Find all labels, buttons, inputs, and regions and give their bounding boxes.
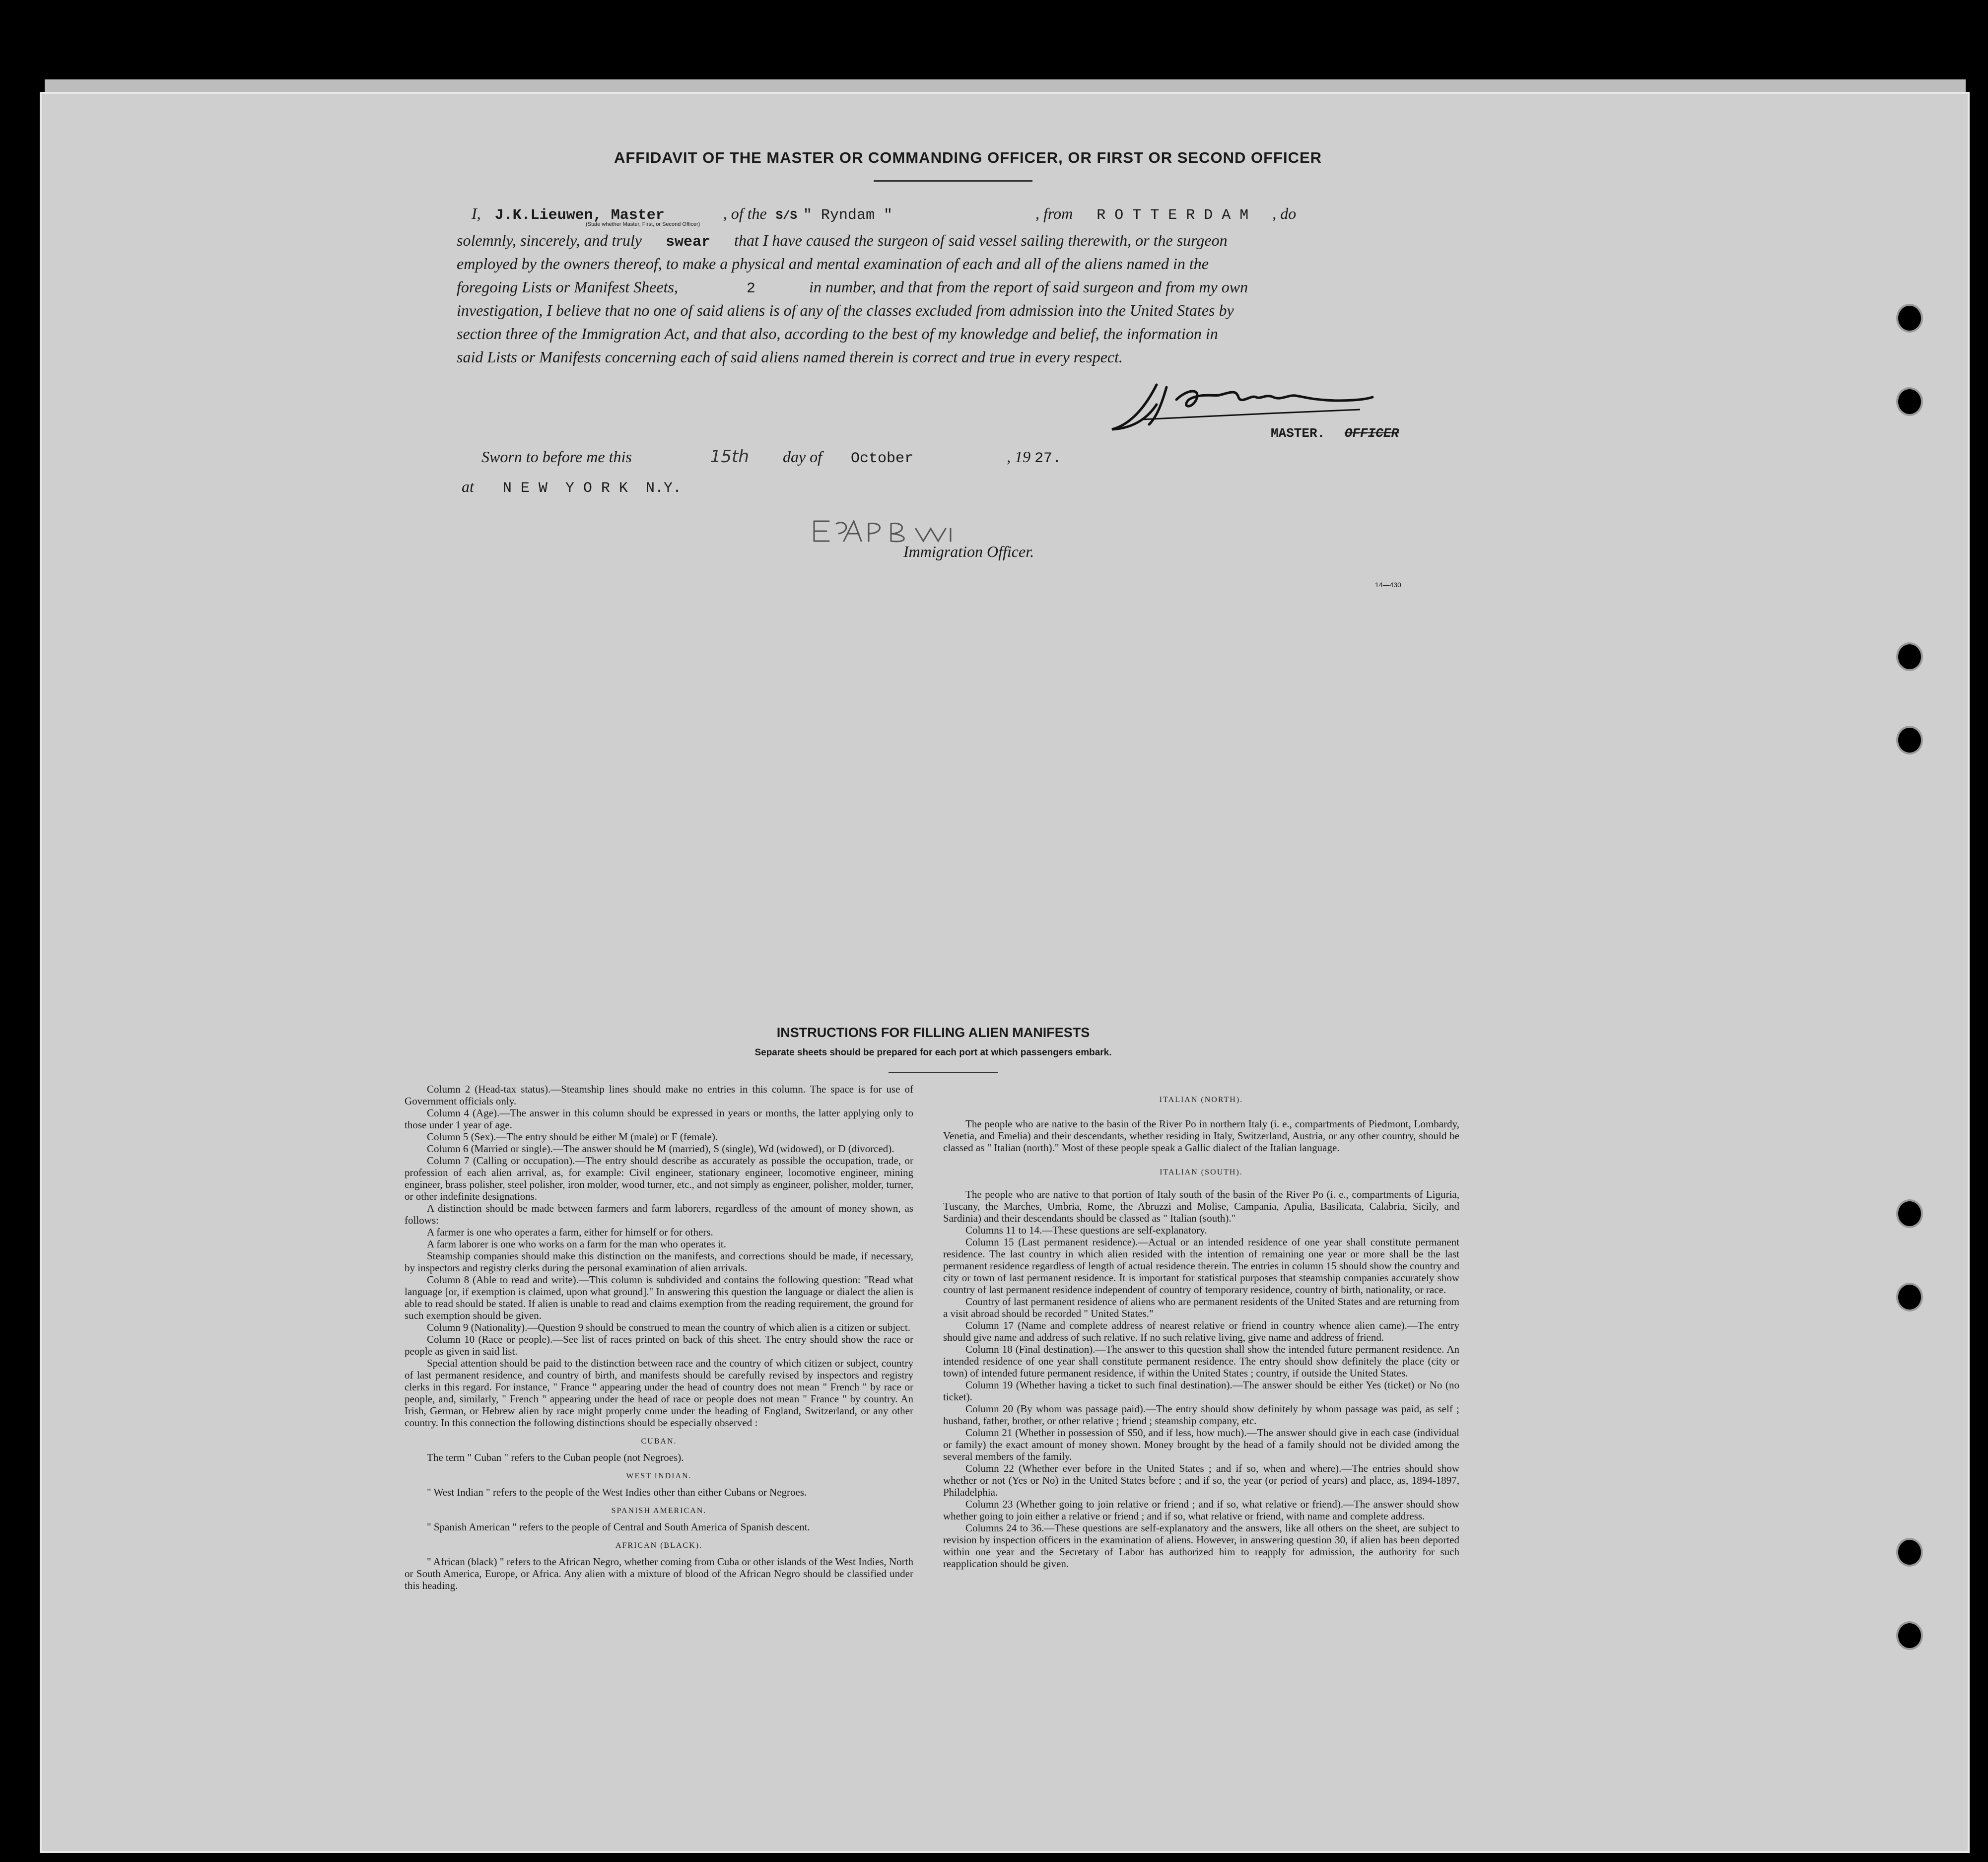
year-value: 27. bbox=[1034, 450, 1062, 467]
day-of-label: day of bbox=[782, 448, 823, 466]
instructions-right-column bbox=[943, 1087, 1459, 1570]
of-the-label: , of the bbox=[723, 205, 767, 222]
affidavit-line-6: section three of the Immigration Act, and that also, according to the best of my knowledge and belief, the information in bbox=[457, 325, 1218, 343]
left-paragraph: Column 9 (Nationality).—Question 9 should be construed to mean the country of which alien is a citizen or subject. bbox=[427, 1321, 910, 1333]
cuban-text: The term " Cuban " refers to the Cuban people (not Negroes). bbox=[427, 1451, 684, 1463]
title-master: MASTER. bbox=[1271, 426, 1325, 441]
place-line bbox=[462, 478, 682, 497]
left-paragraph: Column 6 (Married or single).—The answer should be M (married), S (single), Wd (widowed), or D (divorced). bbox=[427, 1143, 894, 1155]
west-indian-heading: WEST INDIAN. bbox=[626, 1472, 692, 1480]
title-rule bbox=[874, 180, 1032, 182]
month-value: October bbox=[851, 450, 914, 467]
punch-hole-8 bbox=[1896, 1621, 1923, 1650]
spanish-american-text: " Spanish American " refers to the people of Central and South America of Spanish descent. bbox=[427, 1521, 810, 1533]
left-paragraph: Column 5 (Sex).—The entry should be either M (male) or F (female). bbox=[427, 1131, 718, 1143]
line2-text-a: solemnly, sincerely, and truly bbox=[457, 231, 642, 249]
right-paragraph: Columns 11 to 14.—These questions are self-explanatory. bbox=[965, 1224, 1207, 1236]
right-paragraph: Column 23 (Whether going to join relative or friend ; and if so, what relative or friend).—The answer should show whether going to join either a relative or friend ; and if so, what relative or friend, with name and complete address. bbox=[943, 1498, 1459, 1522]
sworn-label: Sworn to before me this bbox=[481, 448, 632, 466]
do-label: , do bbox=[1272, 205, 1297, 222]
african-heading: AFRICAN (BLACK). bbox=[615, 1541, 703, 1550]
right-paragraph: Column 17 (Name and complete address of nearest relative or friend in country whence alien came).—The entry should give name and address of such relative. If no such relative living, give name and address of friend. bbox=[943, 1319, 1459, 1343]
right-paragraph: Column 19 (Whether having a ticket to such final destination).—The answer should be either Yes (ticket) or No (no ticket). bbox=[943, 1379, 1459, 1403]
punch-hole-6 bbox=[1896, 1283, 1923, 1311]
punch-hole-3 bbox=[1896, 642, 1923, 671]
left-paragraph: Column 8 (Able to read and write).—This column is subdivided and contains the following question: "Read what language [or, if exemption is claimed, upon what ground]." In answering this question the language or dialect the alien is able to read should be stated. If alien is unable to read and claims exemption from the reading requirement, the ground for such exemption should be given. bbox=[405, 1274, 913, 1321]
immigration-officer-label: Immigration Officer. bbox=[903, 543, 1034, 560]
master-name: J.K.Lieuwen, Master bbox=[494, 207, 665, 224]
right-paragraph: Columns 24 to 36.—These questions are self-explanatory and the answers, like all others on the sheet, are subject to revision by inspection officers in the examination of aliens. However, in answering question 30, if alien has been deported within one year and the Secretary of Labor has authorized him to reapply for admission, the authority for such reapplication should be given. bbox=[943, 1522, 1459, 1570]
left-paragraph: Column 2 (Head-tax status).—Steamship lines should make no entries in this column. The space is for use of Government officials only. bbox=[405, 1083, 913, 1107]
name-hint: (State whether Master, First, or Second Officer) bbox=[586, 221, 700, 227]
affidavit-line-7: said Lists or Manifests concerning each of said aliens named therein is correct and true in every respect. bbox=[457, 348, 1123, 366]
affidavit-line-4 bbox=[457, 278, 1248, 297]
sheet-count: 2 bbox=[746, 280, 755, 297]
left-paragraph: Column 4 (Age).—The answer in this column should be expressed in years or months, the latter applying only to those under 1 year of age. bbox=[405, 1107, 913, 1131]
day-value: 15th bbox=[710, 447, 749, 467]
from-label: , from bbox=[1035, 205, 1073, 222]
left-paragraph: Column 7 (Calling or occupation).—The entry should describe as accurately as possible the occupation, trade, or profession of each alien arrival, as, for example: Civil engineer, stationary engineer, locomotive engineer, mining engineer, brass polisher, steel polisher, iron molder, wood turner, etc., and not simply as engineer, polisher, molder, turner, or other indefinite designations. bbox=[405, 1155, 913, 1202]
punch-hole-5 bbox=[1896, 1199, 1923, 1228]
left-paragraph: Steamship companies should make this distinction on the manifests, and corrections should be made, if necessary, by inspectors and registry clerks during the personal examination of alien arrivals. bbox=[405, 1250, 913, 1274]
oath-word: swear bbox=[665, 234, 710, 251]
right-paragraph: The people who are native to that portion of Italy south of the basin of the River Po (i. e., compartments of Liguria, Tuscany, the Marches, Umbria, Rome, the Abruzzi and Molise, Campania, Apulia, Basilicata, Calabria, Sicily, and Sardinia) and their descendants should be classed as " Italian (south)." bbox=[943, 1188, 1459, 1224]
right-paragraph: Column 21 (Whether in possession of $50, and if less, how much).—The answer should give in each case (individual or family) the exact amount of money shown. Money brought by the head of a family should not be divided among the several members of the family. bbox=[943, 1427, 1459, 1462]
right-paragraph: Country of last permanent residence of aliens who are permanent residents of the United States and are returning from a visit abroad should be recorded " United States." bbox=[943, 1296, 1459, 1319]
place-value: N E W Y O R K N.Y. bbox=[502, 480, 682, 497]
affidavit-line-5: investigation, I believe that no one of said aliens is of any of the classes excluded from admission into the United States by bbox=[457, 301, 1234, 319]
line4-text-b: in number, and that from the report of said surgeon and from my own bbox=[809, 278, 1248, 296]
left-paragraph: A farmer is one who operates a farm, either for himself or for others. bbox=[427, 1226, 713, 1238]
left-paragraph: Column 10 (Race or people).—See list of races printed on back of this sheet. The entry should show the race or people as given in said list. bbox=[405, 1333, 913, 1357]
affidavit-line-2 bbox=[457, 231, 1228, 251]
right-paragraph: Column 15 (Last permanent residence).—Actual or an intended residence of one year shall constitute permanent residence. The last country in which alien resided with the intention of remaining one year or more shall be the last permanent residence regardless of length of actual residence therein. The entries in column 15 should show the country and city or town of last permanent residence. It is important for statistical purposes that steamship companies accurately show country of last permanent residence independent of country of temporary residence, country of birth, nationality, or race. bbox=[943, 1236, 1459, 1296]
left-paragraph: A farm laborer is one who works on a farm for the man who operates it. bbox=[427, 1238, 726, 1250]
punch-hole-7 bbox=[1896, 1538, 1923, 1567]
right-paragraph: Column 20 (By whom was passage paid).—The entry should show definitely by whom passage was paid, as self ; husband, father, brother, or other relative ; friend ; steamship company, etc. bbox=[943, 1403, 1459, 1427]
left-paragraph: Special attention should be paid to the distinction between race and the country of which citizen or subject, country of last permanent residence, and country of birth, and manifests should be carefully revised by inspectors and registry clerks in this regard. For instance, " France " appearing under the head of country does not mean " French " by race or people, and, similarly, " French " appearing under the head of race or people does not mean " France " by country. An Irish, German, or Hebrew alien by race might properly come under the heading of England, Switzerland, or any other country. In this connection the following distinctions should be especially observed : bbox=[405, 1357, 913, 1429]
line4-text-a: foregoing Lists or Manifest Sheets, bbox=[457, 278, 678, 296]
line2-text-b: that I have caused the surgeon of said vessel sailing therewith, or the surgeon bbox=[734, 231, 1228, 249]
punch-hole-4 bbox=[1896, 726, 1923, 755]
instructions-left-column bbox=[405, 1083, 913, 1591]
sworn-line bbox=[481, 447, 1061, 467]
at-label: at bbox=[462, 478, 474, 495]
affidavit-line-3: employed by the owners thereof, to make a physical and mental examination of each and all of the aliens named in the bbox=[457, 255, 1209, 273]
port-name: R O T T E R D A M bbox=[1097, 207, 1249, 224]
ship-name: " Ryndam " bbox=[803, 207, 892, 224]
punch-hole-1 bbox=[1896, 304, 1923, 333]
italian-north-text: The people who are native to the basin of the River Po in northern Italy (i. e., compartments of Piedmont, Lombardy, Venetia, and Emelia) and their descendants, whether residing in Italy, Switzerland, Austria, or any other country, should be classed as " Italian (north)." Most of these people speak a Gallic dialect of the Italian language. bbox=[943, 1118, 1459, 1154]
affidavit-title: AFFIDAVIT OF THE MASTER OR COMMANDING OFFICER, OR FIRST OR SECOND OFFICER bbox=[614, 149, 1322, 166]
signer-title bbox=[1271, 426, 1399, 441]
right-paragraph: Column 18 (Final destination).—The answer to this question shall show the intended future permanent residence. An intended residence of one year shall constitute permanent residence. The entry should show definitely the place (city or town) of intended future permanent residence, if within the United States ; country, if outside the United States. bbox=[943, 1343, 1459, 1379]
ship-prefix: S/S bbox=[775, 209, 797, 223]
right-paragraph: Column 22 (Whether ever before in the United States ; and if so, when and where).—The entries should show whether or not (Yes or No) in the United States before ; and if so, the year (or period of years) and place, as, 1894-1897, Philadelphia. bbox=[943, 1462, 1459, 1498]
instructions-rule bbox=[889, 1072, 998, 1073]
instructions-title: INSTRUCTIONS FOR FILLING ALIEN MANIFESTS bbox=[776, 1025, 1090, 1040]
cuban-heading: CUBAN. bbox=[641, 1437, 677, 1446]
west-indian-text: " West Indian " refers to the people of the West Indies other than either Cubans or Negroes. bbox=[427, 1486, 807, 1498]
year-prefix: , 19 bbox=[1007, 448, 1031, 466]
italian-north-heading: ITALIAN (NORTH). bbox=[1159, 1096, 1243, 1104]
title-officer: OFFICER bbox=[1344, 426, 1399, 441]
spanish-american-heading: SPANISH AMERICAN. bbox=[611, 1507, 707, 1515]
form-number: 14—430 bbox=[1375, 581, 1401, 589]
instructions-subtitle: Separate sheets should be prepared for each port at which passengers embark. bbox=[754, 1047, 1112, 1058]
african-text: " African (black) " refers to the African Negro, whether coming from Cuba or other islands of the West Indies, North or South America, Europe, or Africa. Any alien with a mixture of blood of the African Negro should be classified under this heading. bbox=[405, 1556, 913, 1591]
word-i: I, bbox=[472, 205, 481, 222]
punch-hole-2 bbox=[1896, 387, 1923, 416]
left-paragraph: A distinction should be made between farmers and farm laborers, regardless of the amount of money shown, as follows: bbox=[405, 1202, 913, 1226]
italian-south-heading: ITALIAN (SOUTH). bbox=[1160, 1168, 1243, 1176]
